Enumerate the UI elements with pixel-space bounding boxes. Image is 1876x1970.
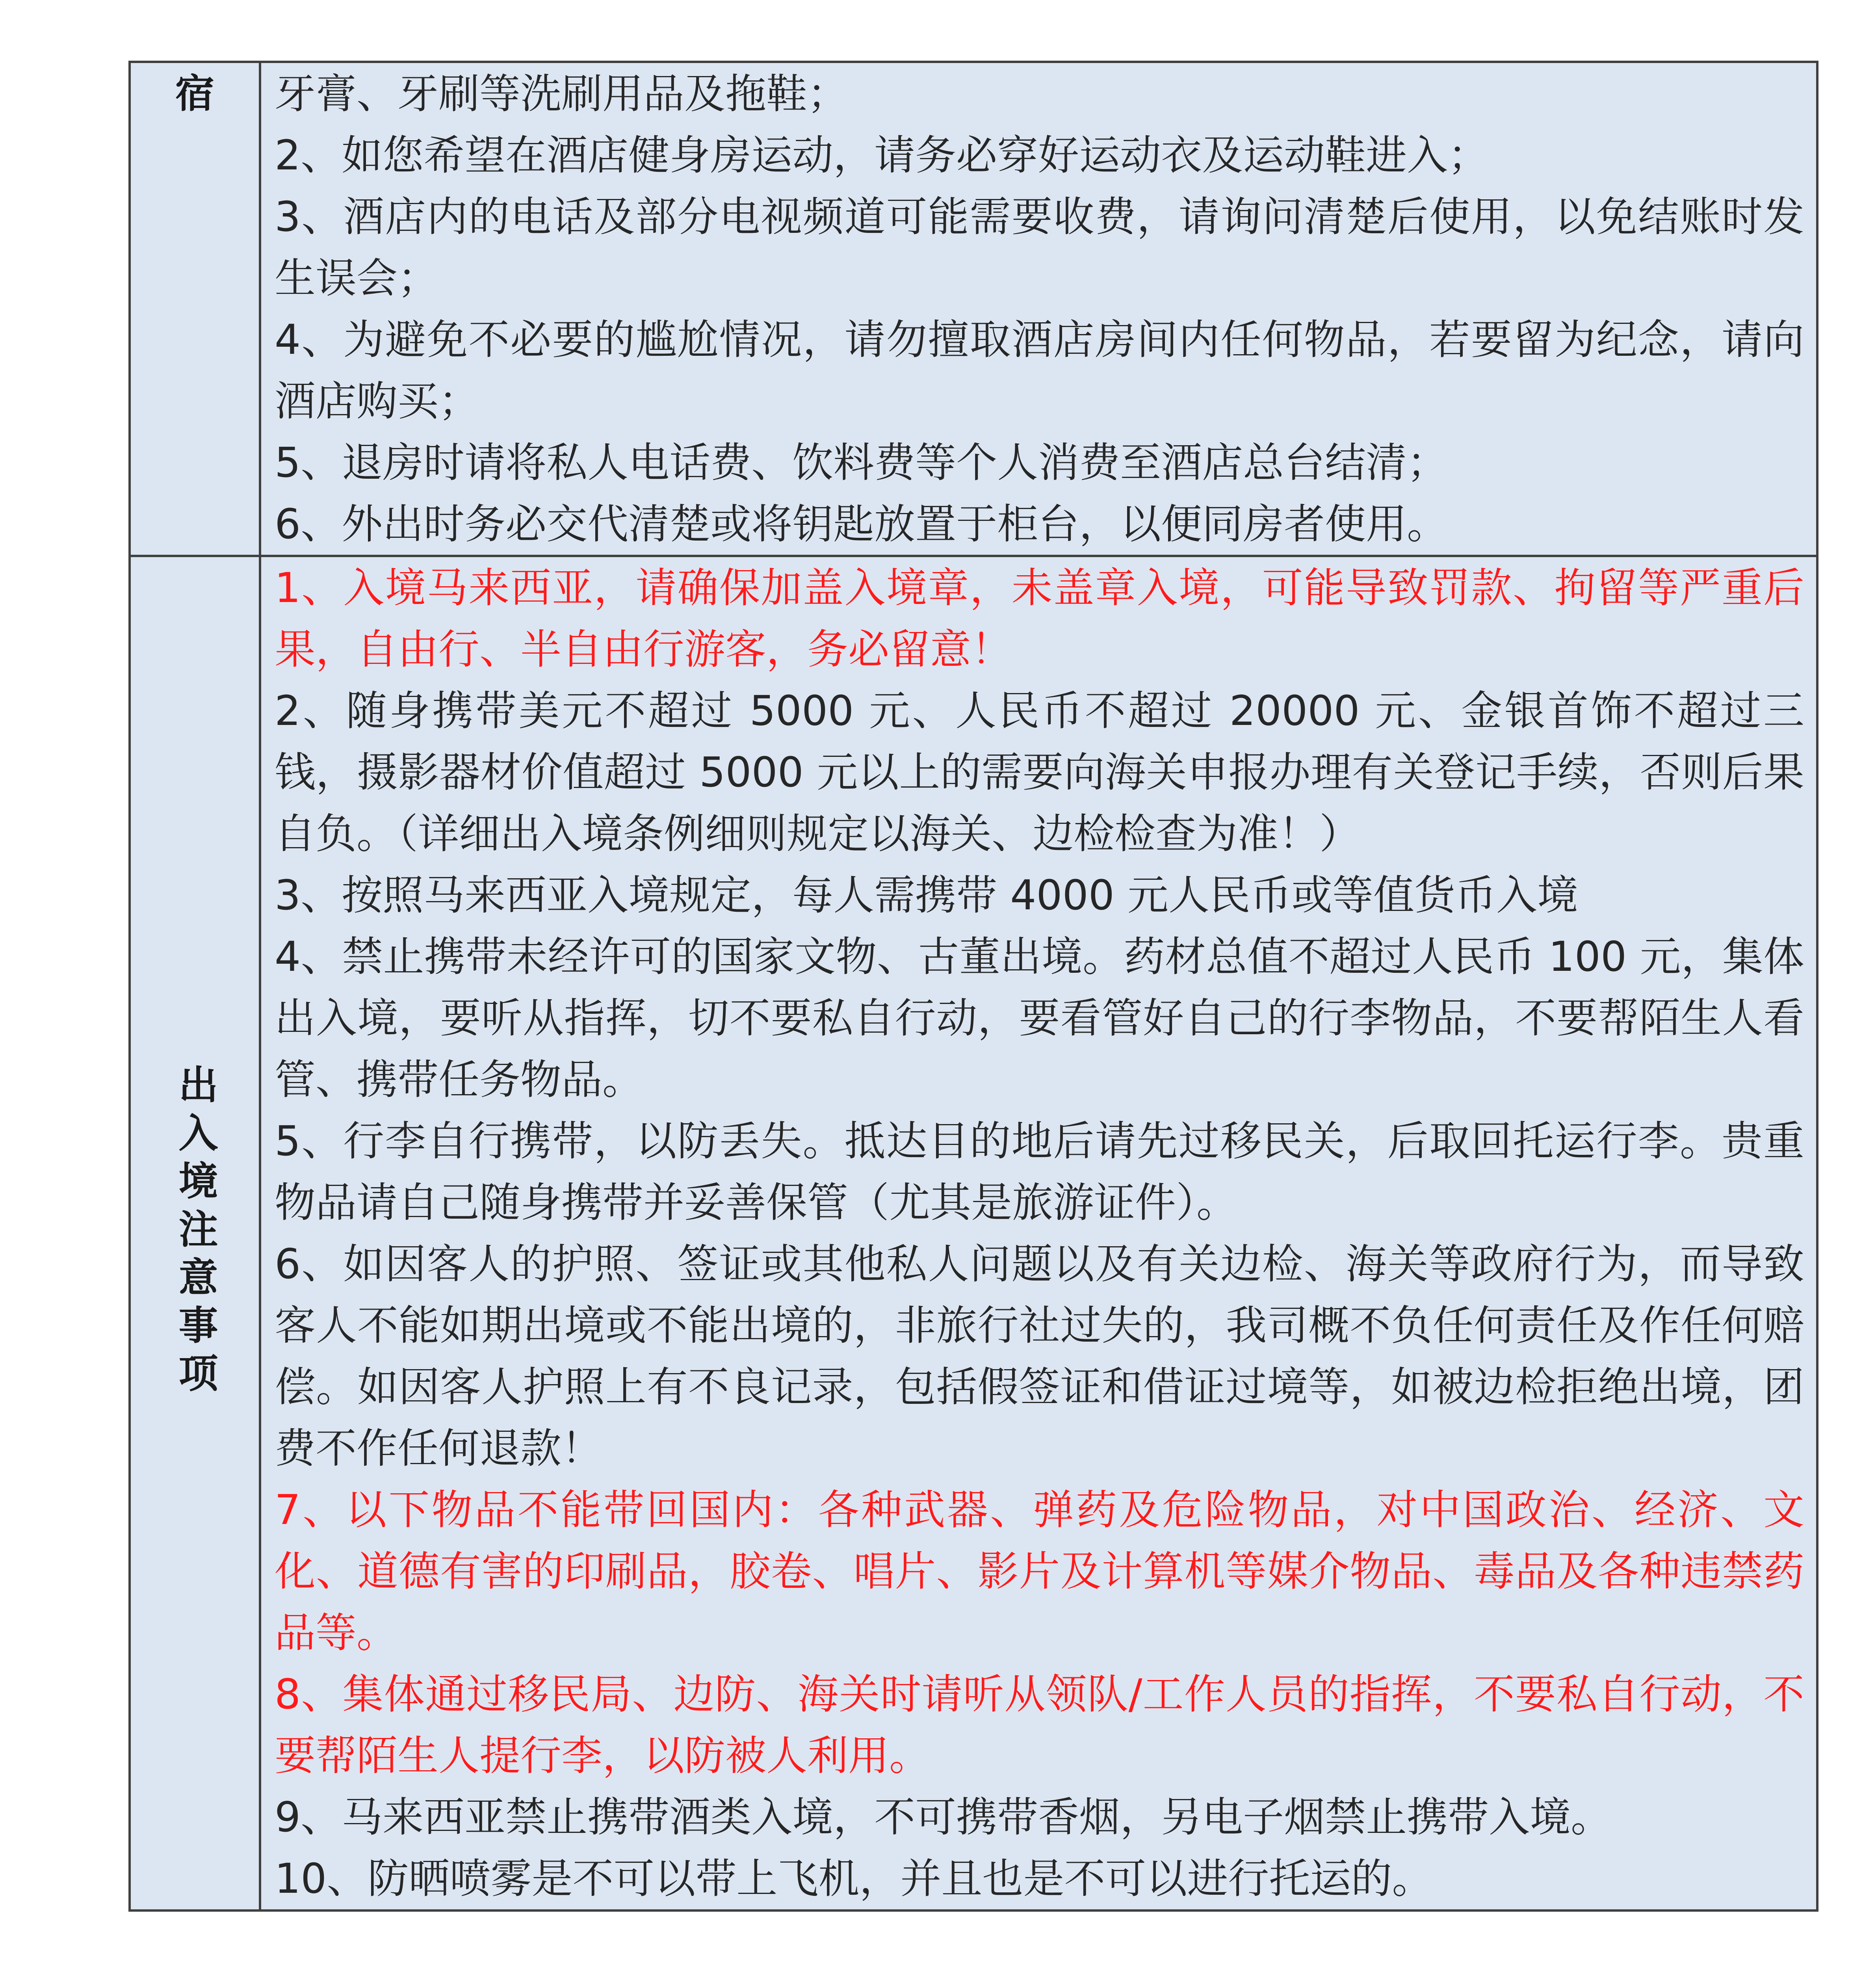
list-item: 2、随身携带美元不超过 5000 元、人民币不超过 20000 元、金银首饰不超过三钱，摄影器材价值超过 5000 元以上的需要向海关申报办理有关登记手续，否则后果自负。（详细出入境条例细则规定以海关、边检检查为准！） xyxy=(275,687,1804,858)
section-row-accommodation xyxy=(130,62,1817,556)
section-label-cell-immigration xyxy=(130,556,260,1911)
list-item-warning: 1、入境马来西亚，请确保加盖入境章，未盖章入境，可能导致罚款、拘留等严重后果，自由行、半自由行游客，务必留意！ xyxy=(275,564,1804,673)
section-content-immigration xyxy=(260,556,1817,1911)
section-label-immigration: 出入境注意事项 xyxy=(172,1064,218,1401)
list-item: 10、防晒喷雾是不可以带上飞机，并且也是不可以进行托运的。 xyxy=(275,1855,1433,1903)
list-item: 2、如您希望在酒店健身房运动，请务必穿好运动衣及运动鞋进入； xyxy=(275,131,1489,179)
list-item: 6、外出时务必交代清楚或将钥匙放置于柜台，以便同房者使用。 xyxy=(275,500,1448,548)
list-item: 牙膏、牙刷等洗刷用品及拖鞋； xyxy=(275,70,849,118)
list-item-warning: 7、以下物品不能带回国内：各种武器、弹药及危险物品，对中国政治、经济、文化、道德有害的印刷品，胶卷、唱片、影片及计算机等媒介物品、毒品及各种违禁药品等。 xyxy=(275,1486,1804,1657)
list-item: 4、为避免不必要的尴尬情况，请勿擅取酒店房间内任何物品，若要留为纪念，请向酒店购买； xyxy=(275,316,1804,425)
section-label-accommodation: 宿 xyxy=(130,62,260,556)
section-row-immigration xyxy=(130,556,1817,1911)
list-item: 6、如因客人的护照、签证或其他私人问题以及有关边检、海关等政府行为，而导致客人不能如期出境或不能出境的，非旅行社过失的，我司概不负任何责任及作任何赔偿。如因客人护照上有不良记录，包括假签证和借证过境等，如被边检拒绝出境，团费不作任何退款！ xyxy=(275,1240,1804,1472)
list-item: 3、酒店内的电话及部分电视频道可能需要收费，请询问清楚后使用，以免结账时发生误会； xyxy=(275,193,1804,302)
list-item: 5、行李自行携带，以防丢失。抵达目的地后请先过移民关，后取回托运行李。贵重物品请自己随身携带并妥善保管（尤其是旅游证件）。 xyxy=(275,1117,1804,1227)
list-item-warning: 8、集体通过移民局、边防、海关时请听从领队/工作人员的指挥，不要私自行动，不要帮陌生人提行李，以防被人利用。 xyxy=(275,1670,1804,1780)
list-item: 3、按照马来西亚入境规定，每人需携带 4000 元人民币或等值货币入境 xyxy=(275,871,1578,919)
list-item: 9、马来西亚禁止携带酒类入境，不可携带香烟，另电子烟禁止携带入境。 xyxy=(275,1793,1612,1841)
list-item: 4、禁止携带未经许可的国家文物、古董出境。药材总值不超过人民币 100 元，集体出入境，要听从指挥，切不要私自行动，要看管好自己的行李物品，不要帮陌生人看管、携带任务物品。 xyxy=(275,933,1804,1104)
list-item: 5、退房时请将私人电话费、饮料费等个人消费至酒店总台结清； xyxy=(275,439,1448,487)
notes-table xyxy=(128,61,1818,1912)
section-content-accommodation xyxy=(260,62,1817,556)
